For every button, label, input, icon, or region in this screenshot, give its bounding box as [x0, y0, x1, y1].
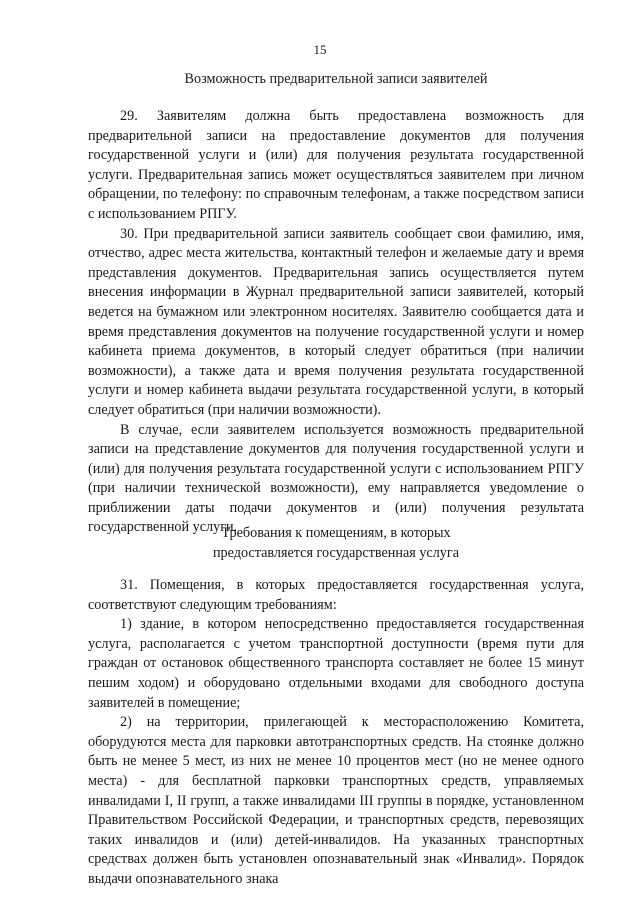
paragraph-30: 30. При предварительной записи заявитель сообщает свои фамилию, имя, отчество, адрес места жительства, контактный телефон и желаемые дату и время представления документов. Предварительная запись осуществляется путем внесения информации в Журнал предварительной записи заявителей, который ведется на бумажном или электронном носителях. Заявителю сообщается дата и время представления документов на получение государственной услуги и номер кабинета приема документов, в который следует обратиться (при наличии возможности), а также дата и время получения результата государственной услуги и номер кабинета выдачи результата государственной услуги, в который следует обратиться (при наличии возможности). — [88, 225, 584, 418]
section-heading-premises-line1: Требования к помещениям, в которых — [221, 525, 451, 541]
section-heading-preregistration: Возможность предварительной записи заявителей — [184, 71, 488, 87]
paragraph-31: 31. Помещения, в которых предоставляется государственная услуга, соответствуют следующим требованиям: — [88, 577, 584, 613]
section-heading-premises — [88, 524, 584, 563]
section-heading-premises-line2: предоставляется государственная услуга — [212, 544, 460, 561]
section-preregistration-body — [88, 107, 584, 538]
page-number: 15 — [313, 42, 327, 57]
section-premises-body — [88, 576, 584, 890]
paragraph-rpgu-notice: В случае, если заявителем используется возможность предварительной записи на представление документов для получения государственной услуги и (или) для получения результата государственной услуги с использованием РПГУ (при наличии технической возможности), ему направляется уведомление о приближении даты подачи документов и (или) получения результата государственной услуги. — [88, 421, 584, 536]
list-item-2: 2) на территории, прилегающей к месторасположению Комитета, оборудуются места для парковки автотранспортных средств. На стоянке должно быть не менее 5 мест, из них не менее 10 процентов мест (но не менее одного места) - для бесплатной парковки транспортных средств, управляемых инвалидами I, II групп, а также инвалидами III группы в порядке, установленном Правительством Российской Федерации, и транспортных средств, перевозящих таких инвалидов и (или) детей-инвалидов. На указанных транспортных средствах должен быть установлен опознавательный знак «Инвалид». Порядок выдачи опознавательного знака — [88, 714, 584, 887]
list-item-1: 1) здание, в котором непосредственно предоставляется государственная услуга, располагается с учетом транспортной доступности (время пути для граждан от остановок общественного транспорта составляет не более 15 минут пешим ходом) и оборудовано отдельными входами для свободного доступа заявителей в помещение; — [88, 616, 584, 711]
paragraph-29: 29. Заявителям должна быть предоставлена возможность для предварительной записи на предоставление документов для получения государственной услуги и (или) для получения результата государственной услуги. Предварительная запись может осуществляться заявителем при личном обращении, по телефону: по справочным телефонам, а также посредством записи с использованием РПГУ. — [88, 108, 584, 222]
